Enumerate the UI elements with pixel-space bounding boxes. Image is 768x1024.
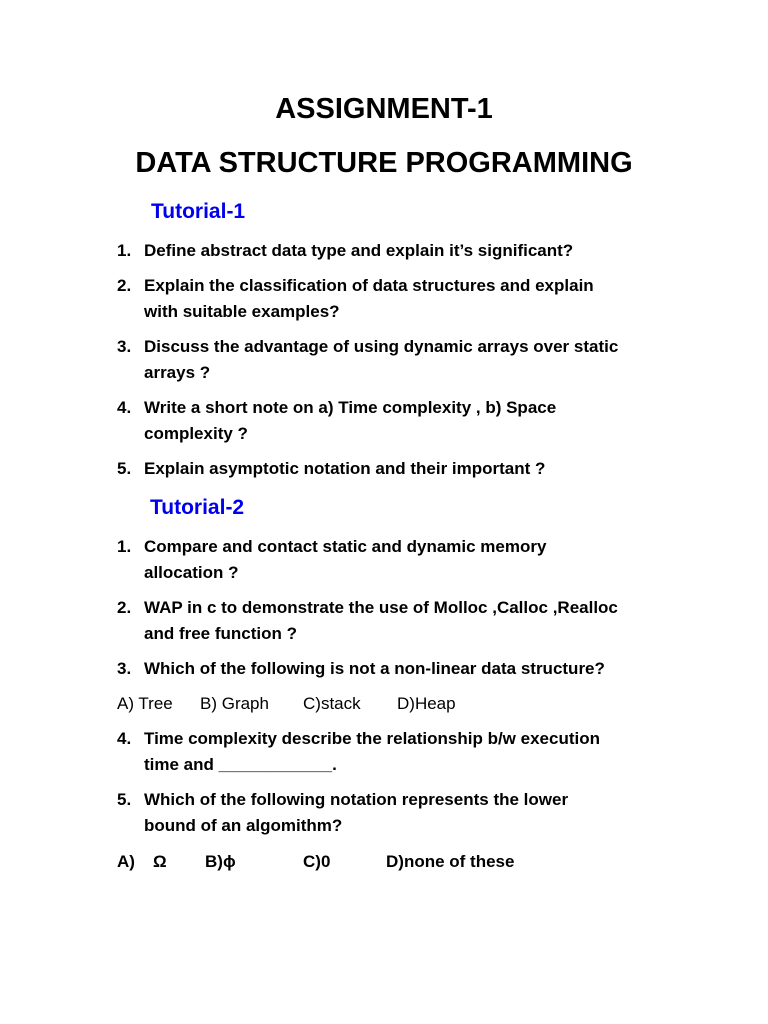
question-number: 1. [117, 537, 132, 556]
question-text: Which of the following notation represents the lower [144, 790, 569, 809]
question-text: Compare and contact static and dynamic memory [144, 537, 547, 556]
question-text-continued: time and ____________. [144, 755, 337, 774]
option-a: A) [117, 852, 135, 871]
question-number: 2. [117, 276, 132, 295]
tutorial-2-heading: Tutorial-2 [150, 496, 245, 519]
question-text-continued: complexity ? [144, 424, 248, 443]
option-d: D)Heap [397, 694, 456, 713]
question-text: Which of the following is not a non-linear data structure? [144, 659, 605, 678]
question-text: Write a short note on a) Time complexity , b) Space [144, 398, 557, 417]
question-text-continued: bound of an algomithm? [144, 816, 343, 835]
tutorial-1-heading: Tutorial-1 [151, 200, 246, 223]
option-c: C)stack [303, 694, 361, 713]
subject-title: DATA STRUCTURE PROGRAMMING [135, 147, 633, 179]
question-text: Explain asymptotic notation and their important ? [144, 459, 546, 478]
question-text: Time complexity describe the relationship b/w execution [144, 729, 600, 748]
option-b: B)ϕ [205, 852, 236, 871]
question-text: Discuss the advantage of using dynamic arrays over static [144, 337, 619, 356]
question-text: WAP in c to demonstrate the use of Molloc ,Calloc ,Realloc [144, 598, 618, 617]
assignment-title: ASSIGNMENT-1 [275, 93, 493, 125]
question-text: Explain the classification of data structures and explain [144, 276, 594, 295]
question-number: 4. [117, 398, 132, 417]
option-b: B) Graph [200, 694, 269, 713]
question-text-continued: allocation ? [144, 563, 239, 582]
option-c: C)0 [303, 852, 331, 871]
question-text: Define abstract data type and explain it’s significant? [144, 241, 574, 260]
question-number: 5. [117, 459, 132, 478]
option-a-omega-symbol: Ω [153, 852, 167, 871]
option-a: A) Tree [117, 694, 173, 713]
question-number: 4. [117, 729, 132, 748]
option-d: D)none of these [386, 852, 515, 871]
question-number: 1. [117, 241, 132, 260]
question-text-continued: and free function ? [144, 624, 297, 643]
question-number: 2. [117, 598, 132, 617]
question-number: 3. [117, 337, 132, 356]
question-text-continued: arrays ? [144, 363, 211, 382]
question-text-continued: with suitable examples? [144, 302, 340, 321]
question-number: 5. [117, 790, 132, 809]
question-number: 3. [117, 659, 132, 678]
